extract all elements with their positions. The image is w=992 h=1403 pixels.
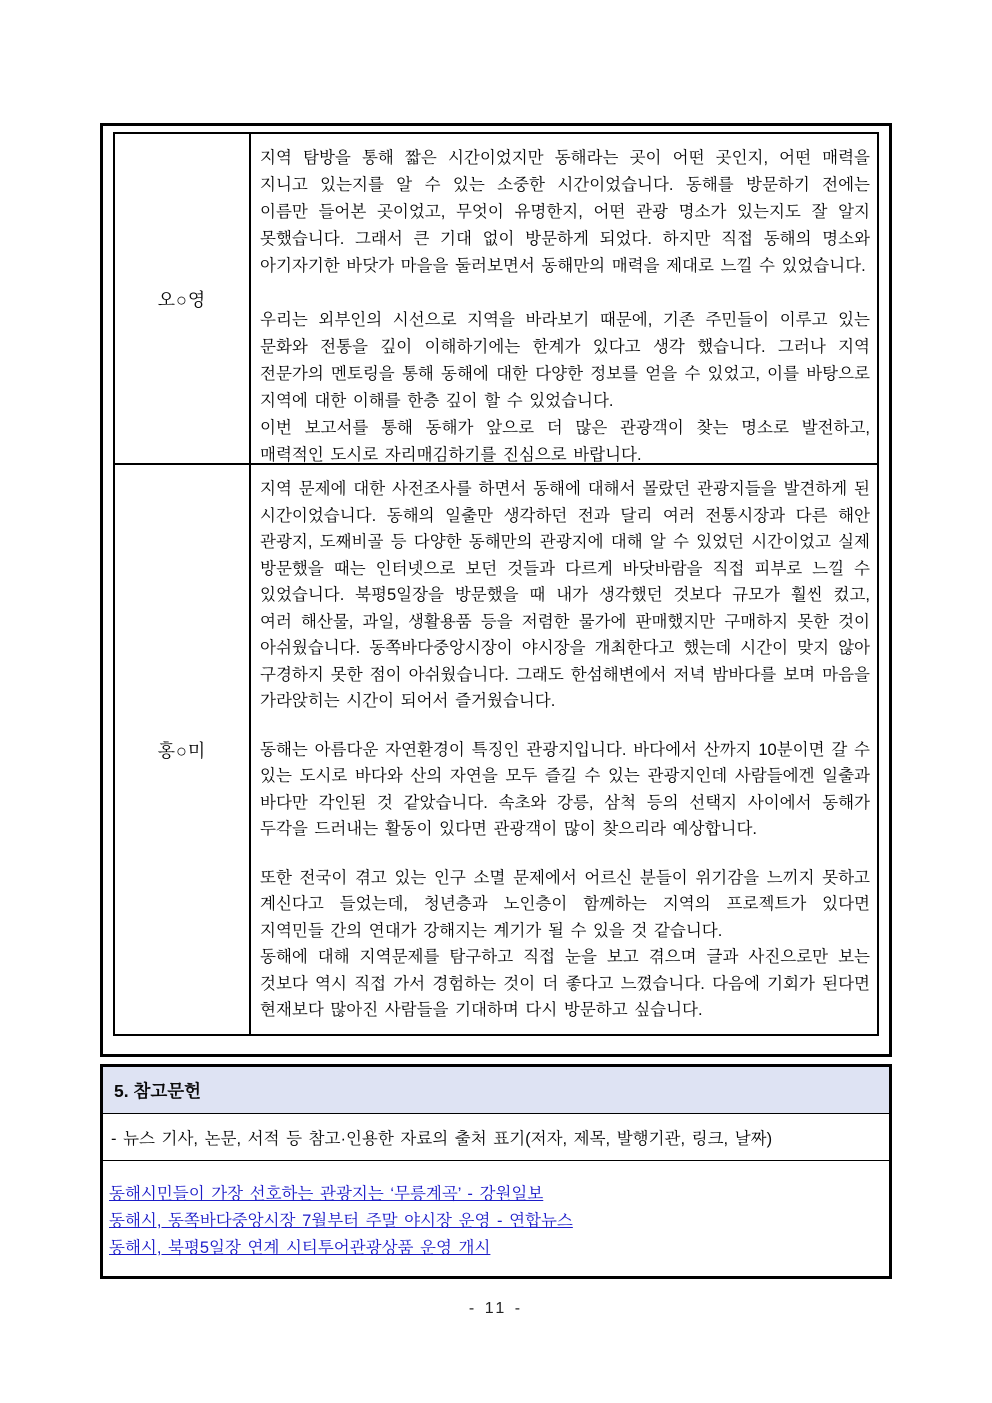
reference-link[interactable]: 동해시민들이 가장 선호하는 관광지는 ‘무릉계곡’ - 강원일보 [109, 1185, 544, 1203]
reflection-paragraph: 또한 전국이 겪고 있는 인구 소멸 문제에서 어르신 분들이 위기감을 느끼지 못하고 계신다고 들었는데, 청년층과 노인층이 함께하는 지역의 프로젝트가 있다면 지역민들 간의 연대가 강해지는 계기가 될 수 있을 것 같습니다. [260, 868, 870, 940]
reflection-section-frame [100, 123, 892, 1057]
references-section [100, 1064, 892, 1279]
reflection-paragraph: 우리는 외부인의 시선으로 지역을 바라보기 때문에, 기존 주민들이 이루고 있는 문화와 전통을 깊이 이해하기에는 한계가 있다고 생각 했습니다. 그러나 지역 전문가의 멘토링을 통해 동해에 대한 다양한 정보를 얻을 수 있었고, 이를 바탕으로 지역에 대한 이해를 한층 깊이 할 수 있었습니다. [260, 311, 870, 410]
table-row [115, 134, 877, 465]
reflection-text-cell [251, 134, 877, 463]
reflection-table [113, 132, 879, 1036]
references-guideline: - 뉴스 기사, 논문, 서적 등 참고·인용한 자료의 출처 표기(저자, 제목, 발행기관, 링크, 날짜) [103, 1114, 889, 1161]
reflection-text-cell [251, 465, 877, 1034]
reviewer-name-cell: 오○영 [115, 134, 251, 463]
table-row [115, 465, 877, 1034]
page-number: - 11 - [468, 1300, 524, 1317]
reviewer-name-cell: 홍○미 [115, 465, 251, 1034]
reflection-paragraph: 이번 보고서를 통해 동해가 앞으로 더 많은 관광객이 찾는 명소로 발전하고, 매력적인 도시로 자리매김하기를 진심으로 바랍니다. [260, 419, 870, 463]
reflection-paragraph: 동해는 아름다운 자연환경이 특징인 관광지입니다. 바다에서 산까지 10분이면 갈 수 있는 도시로 바다와 산의 자연을 모두 즐길 수 있는 관광지인데 사람들에겐 일출과 바다만 각인된 것 같았습니다. 속초와 강릉, 삼척 등의 선택지 사이에서 동해가 두각을 드러내는 활동이 있다면 관광객이 많이 찾으리라 예상합니다. [260, 740, 870, 838]
reflection-paragraph: 동해에 대해 지역문제를 탐구하고 직접 눈을 보고 겪으며 글과 사진으로만 보는 것보다 역시 직접 가서 경험하는 것이 더 좋다고 느꼈습니다. 다음에 기회가 된다면 현재보다 많아진 사람들을 기대하며 다시 방문하고 싶습니다. [260, 948, 870, 1019]
references-link-list [103, 1161, 889, 1262]
reflection-paragraph: 지역 문제에 대한 사전조사를 하면서 동해에 대해서 몰랐던 관광지들을 발견하게 된 시간이었습니다. 동해의 일출만 생각하던 전과 달리 여러 전통시장과 다른 해안 관광지, 도째비골 등 다양한 동해만의 관광지에 대해 알 수 있었던 시간이었고 실제 방문했을 때는 인터넷으로 보던 것들과 다르게 바닷바람을 직접 피부로 느낄 수 있었습니다. 북평5일장을 방문했을 때 내가 생각했던 것보다 규모가 훨씬 컸고, 여러 해산물, 과일, 생활용품 등을 저렴한 물가에 판매했지만 구매하지 못한 것이 아쉬웠습니다. 동쪽바다중앙시장이 야시장을 개최한다고 했는데 시간이 맞지 않아 구경하지 못한 점이 아쉬웠습니다. 그래도 한섬해변에서 저녁 밤바다를 보며 마음을 가라앉히는 시간이 되어서 즐거웠습니다. [260, 480, 870, 710]
reference-link[interactable]: 동해시, 동쪽바다중앙시장 7월부터 주말 야시장 운영 - 연합뉴스 [109, 1212, 573, 1230]
reflection-paragraph: 지역 탐방을 통해 짧은 시간이었지만 동해라는 곳이 어떤 곳인지, 어떤 매력을 지니고 있는지를 알 수 있는 소중한 시간이었습니다. 동해를 방문하기 전에는 이름만 들어본 곳이었고, 무엇이 유명한지, 어떤 관광 명소가 있는지도 잘 알지 못했습니다. 그래서 큰 기대 없이 방문하게 되었다. 하지만 직접 동해의 명소와 아기자기한 바닷가 마을을 둘러보면서 동해만의 매력을 제대로 느낄 수 있었습니다. [260, 149, 870, 275]
reference-link[interactable]: 동해시, 북평5일장 연계 시티투어관광상품 운영 개시 [109, 1239, 491, 1257]
references-section-title: 5. 참고문헌 [114, 1080, 202, 1101]
references-header [103, 1067, 889, 1114]
